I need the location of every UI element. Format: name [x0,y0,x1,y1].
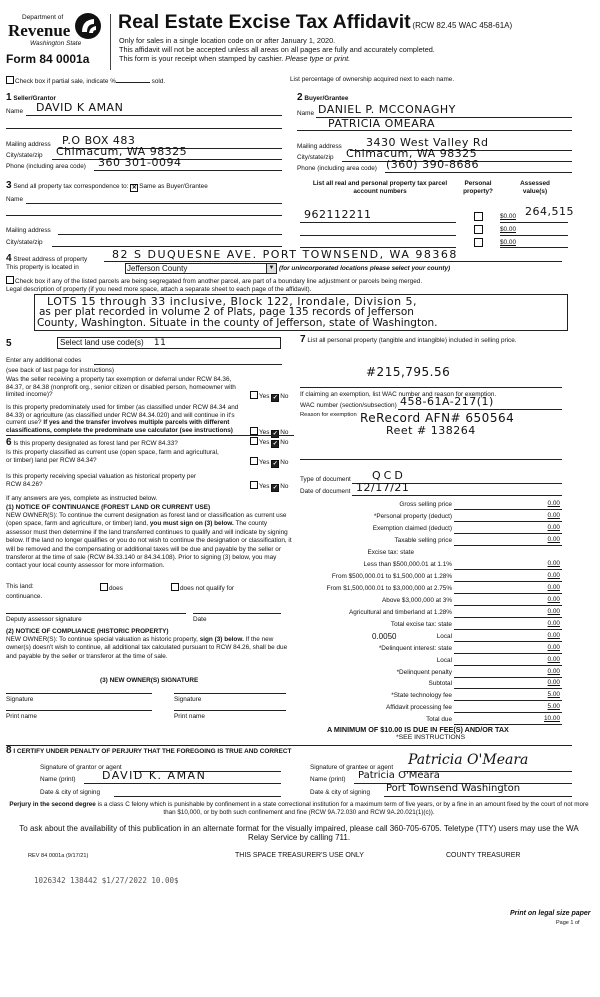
amount-value: 0.00 [547,679,560,686]
amount-value: 0.00 [547,572,560,579]
assessed-value-field[interactable] [500,235,568,236]
subtitle-1: Only for sales in a single location code on or after January 1, 2020. [119,36,336,45]
seller-name-label: Name [6,108,24,115]
grantor-date-field[interactable] [114,796,281,797]
current-use-yes-checkbox[interactable] [250,457,258,465]
grantee-date-value: Port Townsend Washington [386,783,521,794]
agency-state: Washington State [30,40,82,47]
amount-row [300,633,562,644]
section-number: 3 [6,180,12,191]
seller-mailing-value: P.O BOX 483 [62,134,136,147]
grantee-date-field[interactable] [384,796,572,797]
exemption-yes-checkbox[interactable] [250,391,258,399]
section-number: 4 [6,253,12,264]
correspondence-name-field[interactable] [26,203,282,204]
buyer-heading: Buyer/Grantee [304,95,349,102]
amount-field[interactable] [454,581,562,582]
buyer-mailing-label: Mailing address [297,143,342,150]
buyer-name-2: PATRICIA OMEARA [328,117,435,130]
q-current-use: Is this property classified as current use (open space, farm and agricultural, or timber) land per RCW 84.34? [6,449,219,464]
no-label: No [280,483,289,490]
reason-line-2: Reet # 138264 [386,424,476,437]
personal-property-checkbox[interactable] [474,212,483,221]
amount-label: *Delinquent penalty [396,669,452,676]
wac-value: 458-61A-217(1) [400,395,494,408]
doc-date-label: Date of document [300,488,351,495]
section-number: 2 [297,92,303,103]
notice-compliance-title: (2) NOTICE OF COMPLIANCE (HISTORIC PROPERTY) [6,628,169,635]
amount-row [300,537,562,548]
amount-label: From $500,000.01 to $1,500,000 at 1.28% [331,573,452,580]
forest-no-checkbox[interactable]: ✓ [272,441,278,447]
deputy-signature-label: Deputy assessor signature [6,616,82,623]
amount-value: 0.00 [547,608,560,615]
assessed-value-handwritten: 264,515 [525,205,574,218]
revenue-logo-icon [74,12,102,42]
signature-label-2: Signature [174,696,202,703]
buyer-name-line2[interactable] [297,130,572,131]
seller-phone-field[interactable] [94,170,282,171]
legal-line-1: LOTS 15 through 33 inclusive, Block 122, Irondale, Division 5, [47,295,418,308]
no-label: No [280,393,289,400]
section-number: 5 [6,338,12,349]
legal-label: Legal description of property (if you need more space, attach a separate sheet to each page of the affidavit). [6,286,312,293]
amount-value: 10.00 [544,715,560,722]
amount-label: *Personal property (deduct) [373,513,452,520]
historic-no-checkbox[interactable]: ✓ [272,485,278,491]
personal-property-field[interactable] [300,387,562,388]
legal-line-2: as per plat recorded in volume 2 of Plats, page 135 records of Jefferson [39,306,414,318]
amount-row [300,669,562,680]
print-name-label: Print name [6,713,37,720]
amount-label: Local [436,657,452,664]
new-owner-signature-field[interactable] [6,693,152,694]
amount-field[interactable] [454,509,562,510]
seller-name-value: DAVID K AMAN [36,101,124,114]
no-label: No [280,459,289,466]
local-rate: 0.0050 [372,632,397,641]
notice-compliance-text: NEW OWNER(S): To continue special valuation as historic property, [6,636,198,643]
correspondence-mailing-field[interactable] [58,234,282,235]
amount-row [300,573,562,584]
amount-label: From $1,500,000.01 to $3,000,000 at 2.75% [326,585,452,592]
minimum-note: A MINIMUM OF $10.00 IS DUE IN FEE(S) AND/OR TAX [327,725,509,734]
header-divider [110,14,111,70]
no-label: No [280,429,289,436]
amount-row [300,549,562,560]
notice-continuance-bold: you must sign on (3) below. [149,520,234,528]
amount-row [300,561,562,572]
legal-line-3: County, Washington. Situate in the county of Jefferson, state of Washington. [37,317,438,329]
revision: REV 84 0001a (9/17/21) [28,853,89,859]
seller-name-field[interactable] [26,115,282,116]
buyer-name-label: Name [297,110,315,117]
amount-value: 0.00 [547,620,560,627]
notice-compliance-text-2: If the new owner(s) doesn't wish to continue, all additional tax calculated pursuant to RCW 84.26, shall be due and payable by the seller or transferor at the time of sale. [6,636,288,660]
q-historic: Is this property receiving special valuation as historical property per RCW 84.26? [6,473,197,488]
section-divider [6,435,294,436]
new-owner-print-field[interactable] [6,710,152,711]
print-name-label-2: Print name [174,713,205,720]
amount-row [300,609,562,620]
amount-field[interactable] [454,688,562,689]
personal-property-value: #215,795.56 [366,365,451,379]
cashier-stamp: 1026342 138442 $1/27/2022 10.00$ [34,876,179,885]
section-number: 8 [6,745,12,756]
amount-value: 0.00 [547,656,560,663]
partial-sale-percent-field[interactable] [116,82,150,83]
amount-row [300,692,562,703]
historic-yes-checkbox[interactable] [250,481,258,489]
amount-field[interactable] [454,617,562,618]
current-use-no-checkbox[interactable]: ✓ [272,461,278,467]
amount-label: Gross selling price [399,501,452,508]
amount-label: Excise tax: state [367,549,414,556]
segregated-label: Check box if any of the listed parcels are being segregated from another parcel, are part of a boundary line adjustment or parcels being merged. [15,278,423,285]
personal-property-label: List all personal property (tangible and intangible) included in selling price. [307,337,517,344]
deputy-date-field[interactable] [193,613,281,614]
seller-mailing-label: Mailing address [6,141,51,148]
amount-field[interactable] [454,593,562,594]
amount-value: 0.00 [547,536,560,543]
amount-field[interactable] [454,700,562,701]
amount-row [300,513,562,524]
grantee-name-label: Name (print) [310,776,346,783]
county-value: Jefferson County [127,264,188,273]
see-instructions: *SEE INSTRUCTIONS [396,734,466,741]
agency-name: Revenue [8,21,71,40]
amount-value: 0.00 [547,596,560,603]
amount-row [300,501,562,512]
amount-label: Local [436,633,452,640]
timber-no-checkbox[interactable]: ✓ [272,431,278,437]
amount-field[interactable] [454,653,562,654]
amount-value: 0.00 [547,560,560,567]
amount-field[interactable] [454,605,562,606]
street-field[interactable] [104,261,562,262]
amount-field[interactable] [454,545,562,546]
forest-yes-checkbox[interactable] [250,437,258,445]
amount-row [300,525,562,536]
perjury-text: is a class C felony which is punishable by confinement in a state correctional institution for a maximum term of five years, or by a fine in an amount fixed by the court of not more than $10,000, or by both such confinement and fine (RCW 9A.72.030 and RCW 9A.20.021(1)(c)). [97,801,589,816]
amount-value: 0.00 [547,584,560,591]
amount-row [300,621,562,632]
timber-yes-checkbox[interactable] [250,427,258,435]
grantee-signature: Patricia O'Meara [408,752,529,768]
notice-continuance-title: (1) NOTICE OF CONTINUANCE (FOREST LAND OR CURRENT USE) [6,504,211,511]
amount-value: 0.00 [547,524,560,531]
this-land-label: This land: [6,583,34,590]
print-legal-note: Print on legal size paper [510,910,591,917]
parcels-header-numbers: List all real and personal property tax parcel account numbers [312,180,448,195]
buyer-phone-field[interactable] [385,172,572,173]
ownership-note: List percentage of ownership acquired next to each name. [290,76,455,83]
same-as-buyer-label: Same as Buyer/Grantee [139,183,208,190]
does-not-label: does not qualify for [180,585,234,592]
amount-row [300,657,562,668]
deputy-date-label: Date [193,616,207,623]
buyer-city-value: Chimacum, WA 98325 [346,147,478,160]
parcels-header-personal: Personal property? [463,180,493,195]
continuance-label: continuance. [6,593,43,600]
amount-field[interactable] [454,569,562,570]
land-use-select-label: Select land use code(s) [60,338,144,347]
subtitle-3: This form is your receipt when stamped by cashier. [119,54,284,63]
amount-label: Taxable selling price [394,537,452,544]
wac-label: WAC number (section/subsection) [300,402,397,409]
doc-type-label: Type of document [300,476,351,483]
yes-label: Yes [259,439,270,446]
perjury-bold: Perjury in the second degree [9,801,96,808]
grantor-name-field[interactable] [84,783,281,784]
wac-field[interactable] [398,409,562,410]
buyer-mailing-value: 3430 West Valley Rd [366,136,489,149]
amount-label: Subtotal [428,680,452,687]
seller-city-value: Chimacum, WA 98325 [56,145,188,158]
does-checkbox[interactable] [100,583,108,591]
buyer-city-label: City/state/zip [297,154,334,161]
seller-phone-value: 360 301-0094 [98,156,182,169]
personal-property-checkbox[interactable] [474,238,483,247]
legal-description-box[interactable] [34,294,568,331]
correspondence-mailing-label: Mailing address [6,227,51,234]
chevron-down-icon[interactable]: ▼ [266,264,276,273]
does-label: does [109,585,123,592]
treasurer-use: THIS SPACE TREASURER'S USE ONLY [235,852,364,859]
correspondence-city-field[interactable] [52,246,282,247]
street-value: 82 S DUQUESNE AVE. PORT TOWNSEND, WA 98368 [112,248,458,261]
land-use-select[interactable] [57,337,281,349]
grantee-date-label: Date & city of signing [310,789,371,796]
amount-label: Less than $500,000.01 at 1.1% [363,561,452,568]
additional-codes-field[interactable] [94,364,282,365]
q-exemption: Was the seller receiving a property tax exemption or deferral under RCW 84.36, 84.37, or 84.38 (nonprofit org., senior citizen or disabled person, homeowner with limited income)? [6,376,236,398]
amount-label: *Delinquent interest: state [378,645,452,652]
amount-label: Total excise tax: state [390,621,452,628]
county-note: (for unincorporated locations please select your county) [279,265,451,272]
additional-codes-label: Enter any additional codes [6,357,82,364]
q-timber-note: If yes and the transfer involves multiple parcels with different classifications, complete the predominate use calculator (see instructions) [6,419,233,434]
amount-field[interactable] [454,629,562,630]
yes-label: Yes [259,483,270,490]
amount-label: Above $3,000,000 at 3% [382,597,452,604]
correspondence-name-line2[interactable] [6,215,282,216]
assessed-value-field[interactable] [500,222,568,223]
form-citation: (RCW 82.45 WAC 458-61A) [412,21,513,30]
amount-field[interactable] [454,677,562,678]
accessibility-note: To ask about the availability of this publication in an alternate format for the visually impaired, please call 360-705-6705. Teletype (TTY) users may use the WA Relay Service by calling 711. [19,824,579,842]
amount-row [300,645,562,656]
county-select[interactable] [125,263,277,274]
seller-heading: Seller/Grantor [13,95,56,102]
street-label: Street address of property [13,256,88,263]
notice-continuance-text-2: The county assessor must then determine if the land transferred continues to qualify and will indicate by signing below. If the land no longer qualifies or you do not wish to continue the designation or classification, it will be removed and the compensating or additional taxes will be due and payable by the seller or transferor at the time of sale (RCW 84.33.140 or 84.34.108). Prior to signing (3) below, you may contact your local county assessor for more information. [6,520,292,570]
doc-date-field[interactable] [352,495,562,496]
assessed-value: $0.00 [500,226,516,233]
amount-value: 5.00 [547,703,560,710]
parcel-number-field[interactable] [300,235,456,236]
reason-field[interactable] [300,459,562,460]
does-not-checkbox[interactable] [171,583,179,591]
section-number: 1 [6,92,12,103]
q-forest: Is this property designated as forest land per RCW 84.33? [13,440,178,447]
seller-phone-label: Phone (including area code) [6,163,86,170]
amount-label: Exemption claimed (deduct) [372,525,452,532]
grantee-name-value: Patricia O'Meara [358,770,440,781]
amount-field[interactable] [454,665,562,666]
doc-date-value: 12/17/21 [356,481,410,494]
new-owner-signature-title: (3) NEW OWNER(S) SIGNATURE [100,677,199,684]
seller-city-label: City/state/zip [6,152,43,159]
form-number: Form 84 0001a [6,52,90,66]
buyer-phone-label: Phone (including area code) [297,165,377,172]
reason-label: Reason for exemption [300,412,357,418]
amount-row [300,680,562,691]
reason-line-1: ReRecord AFN# 650564 [360,411,515,425]
amount-row [300,585,562,596]
parcels-header-assessed: Assessed value(s) [520,180,550,195]
grantee-signature-label: Signature of grantee or agent [310,764,394,771]
notice-continuance-text: NEW OWNER(S): To continue the current designation as forest land or classification as current use (open space, farm and agriculture, or timber) land, [6,512,287,528]
parcel-number-field[interactable] [300,222,456,223]
grantor-name-value: DAVID K. AMAN [102,769,207,782]
land-use-code: 11 [153,338,167,348]
form-title: Real Estate Excise Tax Affidavit [118,11,411,33]
personal-property-checkbox[interactable] [474,225,483,234]
amount-field[interactable] [454,712,562,713]
q-timber: Is this property predominately used for timber (as classified under RCW 84.34 and 84.33) or agriculture (as classified under RCW 84.34.020) and will continue in it's current use? [6,404,239,426]
section-number: 6 [6,437,12,448]
grantor-date-label: Date & city of signing [40,789,101,796]
same-as-buyer-checkbox[interactable]: ✕ [131,185,137,191]
certify-heading: I CERTIFY UNDER PENALTY OF PERJURY THAT THE FOREGOING IS TRUE AND CORRECT [13,748,292,755]
section-number: 7 [300,334,306,345]
amount-row [300,704,562,715]
partial-sale-checkbox[interactable] [6,76,14,84]
yes-label: Yes [259,393,270,400]
county-treasurer: COUNTY TREASURER [446,852,521,859]
partial-sale-label: Check box if partial sale, indicate % [15,78,116,85]
see-back-note: (see back of last page for instructions) [6,367,114,374]
if-yes-note: If any answers are yes, complete as instructed below. [6,495,158,502]
amount-value: 0.00 [547,632,560,639]
amount-label: *State technology fee [391,692,452,699]
segregated-checkbox[interactable] [6,276,14,284]
no-label: No [280,439,289,446]
yes-label: Yes [259,459,270,466]
amount-value: 0.00 [547,512,560,519]
deputy-signature-field[interactable] [6,613,186,614]
correspondence-city-label: City/state/zip [6,239,43,246]
page-number: Page 1 of [556,920,580,926]
partial-sale-suffix: sold. [151,78,166,85]
exemption-label: If claiming an exemption, list WAC number and reason for exemption. [300,391,497,398]
parcel-number: 962112211 [304,208,372,221]
amount-value: 0.00 [547,668,560,675]
amount-row [300,597,562,608]
amount-value: 0.00 [547,644,560,651]
amount-label: Affidavit processing fee [386,704,452,711]
amount-field[interactable] [454,533,562,534]
assessed-value-field[interactable] [500,247,568,248]
grantor-name-label: Name (print) [40,776,76,783]
amount-label: Total due [426,716,452,723]
buyer-phone-value: (360) 390-8686 [386,158,480,171]
amount-label: Agricultural and timberland at 1.28% [348,609,452,616]
correspondence-name-label: Name [6,196,24,203]
yes-label: Yes [259,429,270,436]
amount-value: 5.00 [547,691,560,698]
signature-label: Signature [6,696,34,703]
new-owner-print-field-2[interactable] [174,710,286,711]
notice-compliance-bold: sign (3) below. [199,636,244,643]
correspondence-label: Send all property tax correspondence to: [13,183,129,190]
grantor-signature-label: Signature of grantor or agent [40,764,122,771]
agency-line1: Department of [22,14,64,21]
exemption-no-checkbox[interactable]: ✓ [272,395,278,401]
buyer-name-1: DANIEL P. MCCONAGHY [318,103,456,116]
subtitle-2: This affidavit will not be accepted unless all areas on all pages are fully and accurately completed. [119,45,435,54]
assessed-value: $0.00 [500,239,516,246]
assessed-value: $0.00 [500,213,516,220]
amount-value: 0.00 [547,500,560,507]
subtitle-3b: Please type or print. [285,54,351,63]
amount-field[interactable] [454,641,562,642]
new-owner-signature-field-2[interactable] [174,693,286,694]
amount-field[interactable] [454,521,562,522]
seller-name-line2[interactable] [6,128,282,129]
located-label: This property is located in [6,264,79,271]
doc-type-value: QCD [372,469,406,482]
